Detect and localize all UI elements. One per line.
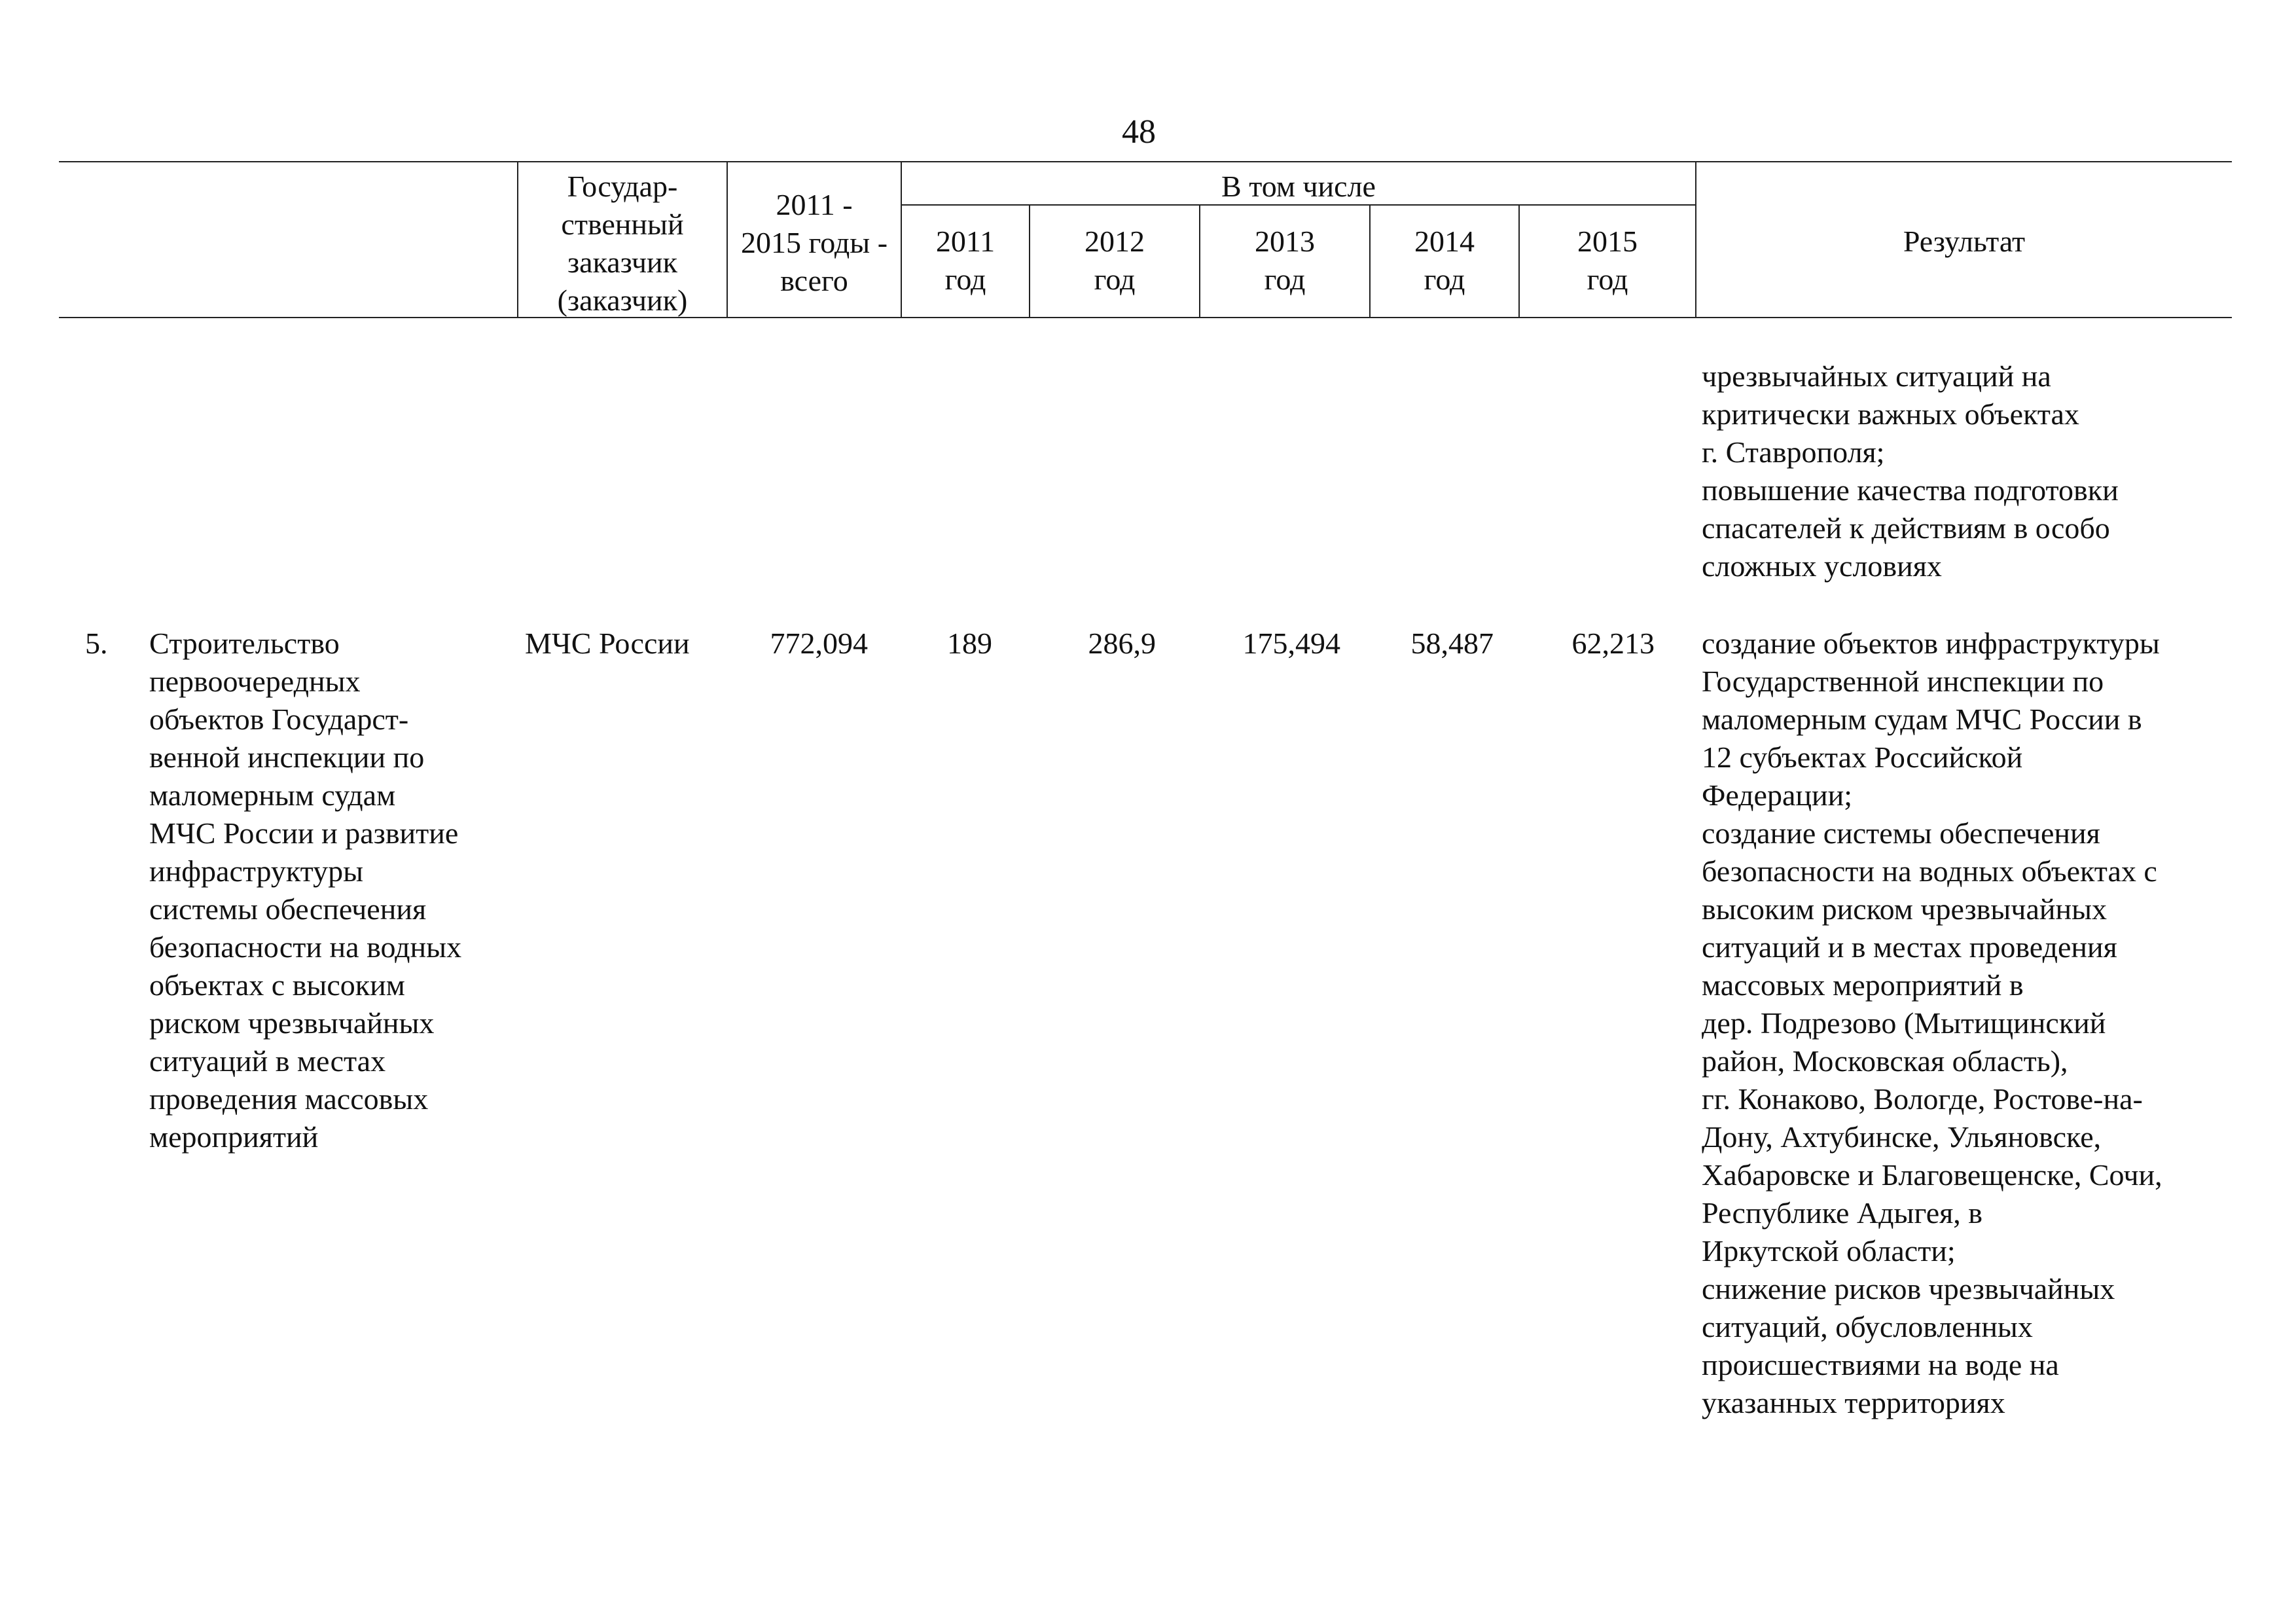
row-value-2013: 175,494: [1242, 627, 1340, 660]
header-year-2014: 2014 год: [1414, 225, 1475, 296]
header-including: В том числе: [1221, 170, 1376, 203]
row-result: создание объектов инфраструктуры Государственной инспекции по маломерным судам МЧС России в 12 субъектах Российской Федерации; создание системы обеспечения безопасности на водных объектах с высоким риском чрезвычайных ситуаций и в местах проведения массовых мероприятий в дер. Подрезово (Мытищинский район, Московская область), гг. Конаково, Вологде, Ростове-на- Дону, Ахтубинске, Ульяновске, Хабаровске и Благовещенске, Сочи, Республике Адыгея, в Иркутской области; снижение рисков чрезвычайных ситуаций, обусловленных происшествиями на воде на указанных территориях: [1702, 627, 2162, 1419]
header-year-2013: 2013 год: [1255, 225, 1315, 296]
header-bottom-rule: [59, 317, 2232, 318]
row-value-2014: 58,487: [1410, 627, 1494, 660]
row-value-2015: 62,213: [1571, 627, 1655, 660]
continued-result-text: чрезвычайных ситуаций на критически важных объектах г. Ставрополя; повышение качества подготовки спасателей к действиям в особо сложных условиях: [1702, 359, 2119, 583]
row-value-2011: 189: [947, 627, 992, 660]
header-year-2015: 2015 год: [1577, 225, 1638, 296]
row-name: Строительство первоочередных объектов Государст- венной инспекции по маломерным судам МЧС России и развитие инфраструктуры системы обеспечения безопасности на водных объектах с высоким риском чрезвычайных ситуаций в местах проведения массовых мероприятий: [149, 627, 462, 1154]
header-customer: Государ- ственный заказчик (заказчик): [557, 170, 688, 317]
row-value-2012: 286,9: [1088, 627, 1156, 660]
row-number: 5.: [85, 627, 108, 660]
table-top-rule: [59, 161, 2232, 162]
row-customer: МЧС России: [525, 627, 690, 660]
row-total-value: 772,094: [770, 627, 868, 660]
header-year-2011: 2011 год: [935, 225, 996, 296]
page-number: 48: [1122, 113, 1156, 151]
header-total: 2011 - 2015 годы - всего: [740, 188, 888, 297]
header-result: Результат: [1903, 225, 2026, 258]
header-year-2012: 2012 год: [1085, 225, 1145, 296]
